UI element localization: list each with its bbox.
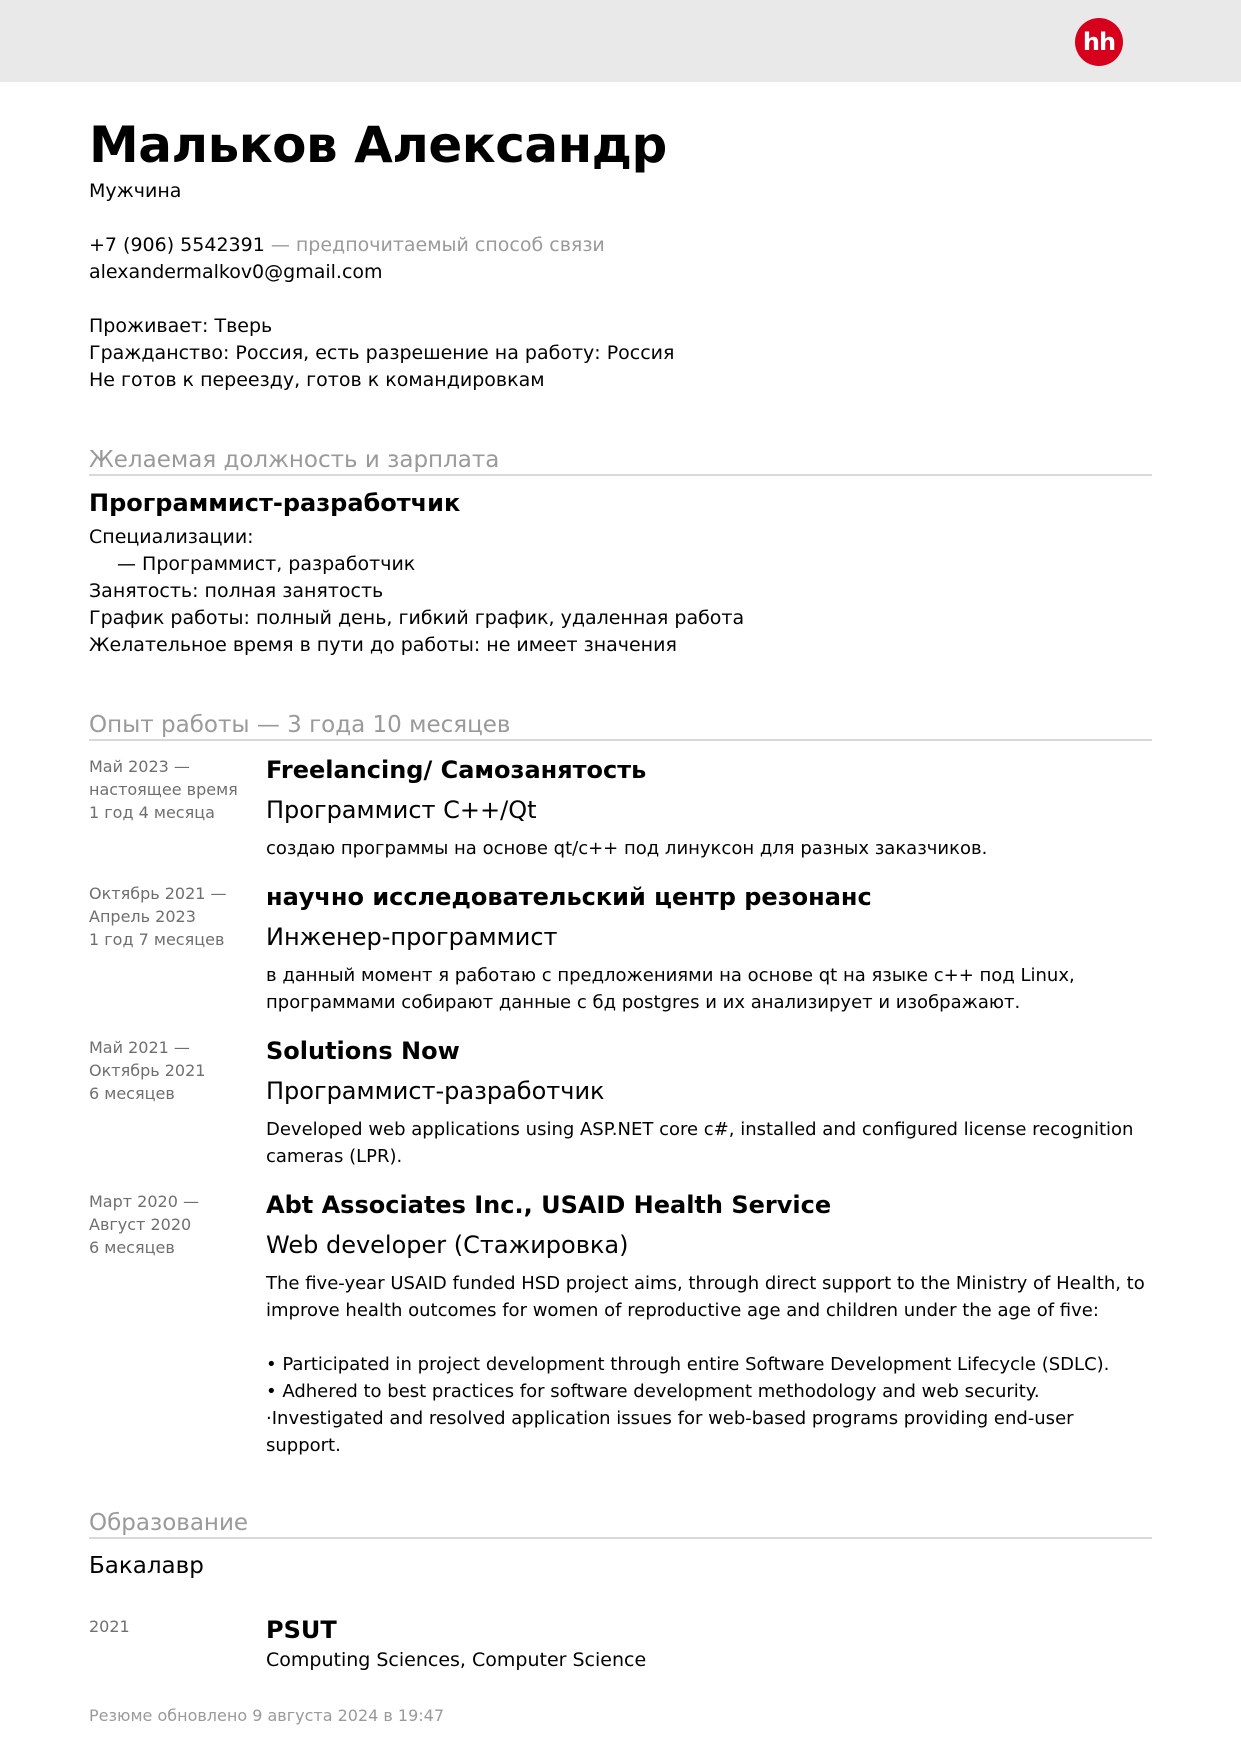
job-date-to: настоящее время	[89, 780, 238, 799]
job-date-from: Октябрь 2021 —	[89, 884, 227, 903]
job-date-to: Октябрь 2021	[89, 1061, 206, 1080]
job-description: The five-year USAID funded HSD project aims, through direct support to the Ministry of Health, to improve health outcomes for women of reproductive age and children under the age of five: • Participated in project development through entire Software Development Lifecycle (SDLC). • Adhered to best practices for software development methodology and web security. ·Investigated and resolved application issues for web-based programs providing end-user support.	[266, 1273, 1145, 1456]
education-field: Computing Sciences, Computer Science	[266, 1649, 647, 1671]
job-duration: 6 месяцев	[89, 1084, 175, 1103]
section-title-desired: Желаемая должность и зарплата	[89, 446, 1152, 476]
spec-label: Специализации:	[89, 526, 254, 548]
hh-logo[interactable]: hh	[1075, 18, 1123, 66]
email[interactable]: alexandermalkov0@gmail.com	[89, 261, 383, 283]
job-role: Программист С++/Qt	[266, 796, 537, 824]
gender: Мужчина	[89, 180, 182, 202]
job-entry	[89, 753, 1152, 862]
section-title-experience: Опыт работы — 3 года 10 месяцев	[89, 711, 1152, 741]
desired-position: Программист-разработчик	[89, 489, 461, 517]
job-duration: 1 год 4 месяца	[89, 803, 215, 822]
education-institution: PSUT	[266, 1616, 337, 1644]
schedule: График работы: полный день, гибкий график, удаленная работа	[89, 607, 745, 629]
phone-note: — предпочитаемый способ связи	[270, 234, 605, 256]
relocation: Не готов к переезду, готов к командировкам	[89, 369, 545, 391]
commute: Желательное время в пути до работы: не имеет значения	[89, 634, 677, 656]
citizenship: Гражданство: Россия, есть разрешение на работу: Россия	[89, 342, 675, 364]
job-description: Developed web applications using ASP.NET core c#, installed and configured license recognition cameras (LPR).	[266, 1119, 1134, 1167]
job-entry	[89, 1188, 1152, 1459]
job-date-to: Апрель 2023	[89, 907, 196, 926]
job-dates	[89, 1034, 266, 1170]
phone-number[interactable]: +7 (906) 5542391	[89, 234, 265, 256]
job-role: Программист-разработчик	[266, 1077, 605, 1105]
job-entry	[89, 1034, 1152, 1170]
job-description: создаю программы на основе qt/c++ под линуксон для разных заказчиков.	[266, 838, 988, 859]
employment: Занятость: полная занятость	[89, 580, 384, 602]
updated-note: Резюме обновлено 9 августа 2024 в 19:47	[89, 1706, 445, 1725]
candidate-name: Мальков Александр	[89, 116, 667, 174]
education-level: Бакалавр	[89, 1553, 204, 1579]
job-company: Solutions Now	[266, 1037, 460, 1065]
job-date-from: Май 2021 —	[89, 1038, 190, 1057]
education-entry	[89, 1613, 1152, 1674]
job-dates	[89, 1188, 266, 1459]
phone-line	[89, 232, 1152, 259]
job-entry	[89, 880, 1152, 1016]
job-duration: 6 месяцев	[89, 1238, 175, 1257]
top-bar	[0, 0, 1241, 82]
spec-item: — Программист, разработчик	[117, 553, 416, 575]
job-date-from: Март 2020 —	[89, 1192, 199, 1211]
job-date-to: Август 2020	[89, 1215, 192, 1234]
section-title-education: Образование	[89, 1509, 1152, 1539]
job-role: Web developer (Стажировка)	[266, 1231, 629, 1259]
job-dates	[89, 880, 266, 1016]
job-date-from: Май 2023 —	[89, 757, 190, 776]
job-role: Инженер-программист	[266, 923, 558, 951]
job-duration: 1 год 7 месяцев	[89, 930, 225, 949]
job-company: Abt Associates Inc., USAID Health Service	[266, 1191, 832, 1219]
job-dates	[89, 753, 266, 862]
job-company: Freelancing/ Самозанятость	[266, 756, 647, 784]
residence: Проживает: Тверь	[89, 315, 273, 337]
education-year: 2021	[89, 1617, 130, 1636]
job-company: научно исследовательский центр резонанс	[266, 883, 872, 911]
job-description: в данный момент я работаю с предложениями на основе qt на языке c++ под Linux, программами собирают данные с бд postgres и их анализирует и изображают.	[266, 965, 1075, 1013]
resume-content	[89, 112, 1152, 1728]
